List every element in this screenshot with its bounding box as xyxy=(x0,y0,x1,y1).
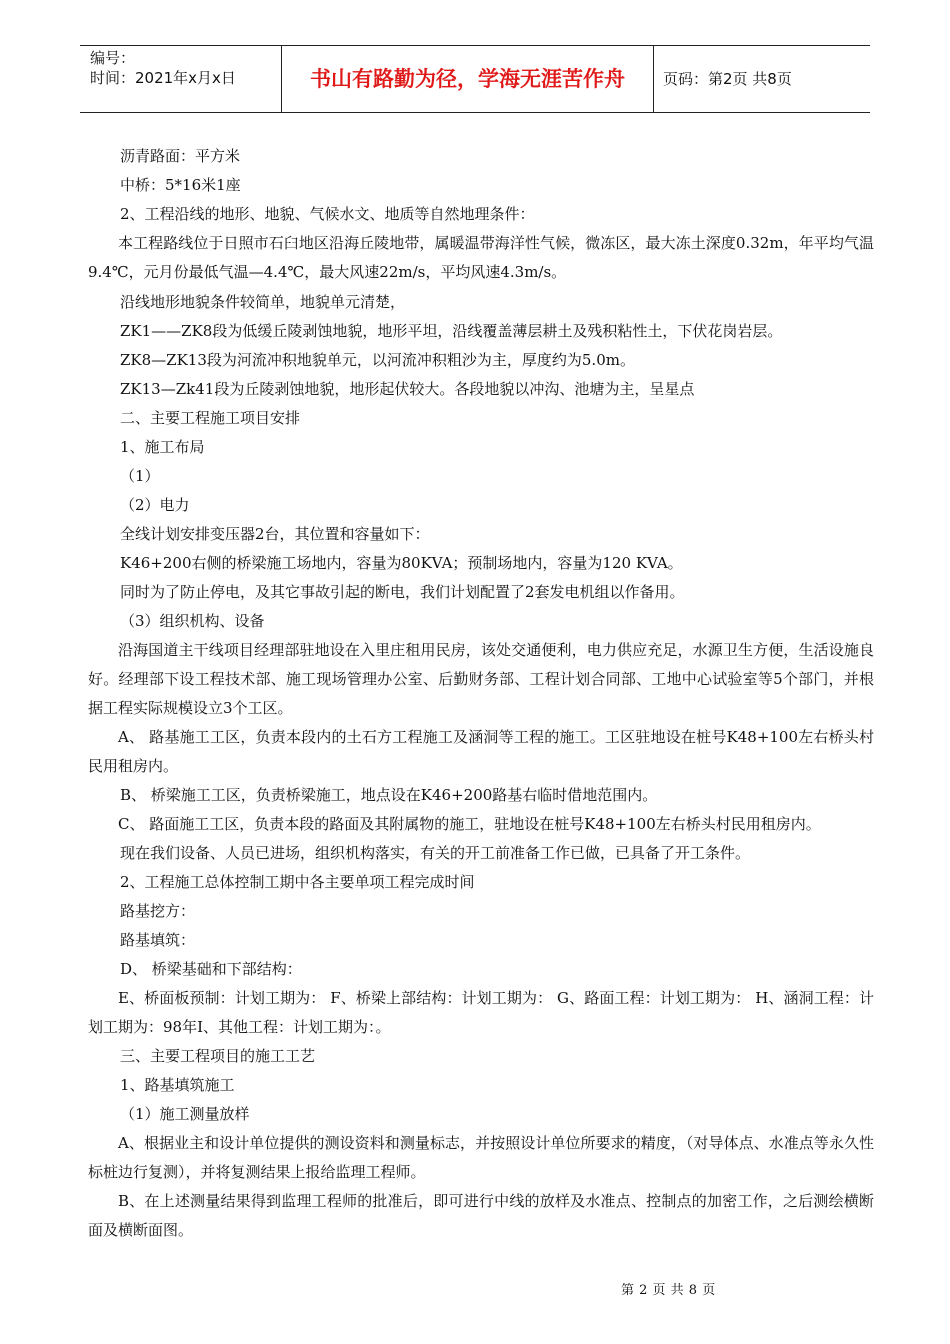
paragraph: ZK8—ZK13段为河流冲积地貌单元，以河流冲积粗沙为主，厚度约为5.0m。 xyxy=(120,351,635,369)
paragraph: 沥青路面：平方米 xyxy=(120,147,241,165)
paragraph: 路基填筑： xyxy=(120,931,196,949)
paragraph: 现在我们设备、人员已进场，组织机构落实，有关的开工前准备工作已做，已具备了开工条件。 xyxy=(120,844,751,862)
section-heading: 三、主要工程项目的施工工艺 xyxy=(120,1047,316,1065)
header-meta xyxy=(90,48,280,88)
paragraph: （3）组织机构、设备 xyxy=(120,612,265,630)
paragraph: 同时为了防止停电，及其它事故引起的断电，我们计划配置了2套发电机组以作备用。 xyxy=(120,583,685,601)
paragraph: B、 桥梁施工工区，负责桥梁施工，地点设在K46+200路基右临时借地范围内。 xyxy=(120,786,658,804)
page-footer: 第 2 页 共 8 页 xyxy=(621,1283,716,1298)
paragraph: B、在上述测量结果得到监理工程师的批准后，即可进行中线的放样及水准点、控制点的加密工作，之后测绘横断面及横断面图。 xyxy=(88,1192,874,1239)
subsection-heading: 1、施工布局 xyxy=(120,438,205,456)
paragraph: 全线计划安排变压器2台，其位置和容量如下： xyxy=(120,525,430,543)
header-divider xyxy=(653,46,654,112)
paragraph: ZK1——ZK8段为低缓丘陵剥蚀地貌，地形平坦，沿线覆盖薄层耕土及残积粘性土，下伏花岗岩层。 xyxy=(120,322,783,340)
paragraph: E、桥面板预制：计划工期为： F、桥梁上部结构：计划工期为： G、路面工程：计划工期为： H、涵洞工程：计划工期为：98年I、其他工程：计划工期为：。 xyxy=(88,989,874,1036)
paragraph: 路基挖方： xyxy=(120,902,196,920)
paragraph: C、 路面施工工区，负责本段的路面及其附属物的施工，驻地设在桩号K48+100左右桥头村民用租房内。 xyxy=(118,815,821,833)
paragraph: 中桥：5*16米1座 xyxy=(120,176,241,194)
paragraph: （1） xyxy=(120,467,160,485)
paragraph: 本工程路线位于日照市石臼地区沿海丘陵地带，属暖温带海洋性气候，微冻区，最大冻土深度0.32m，年平均气温9.4℃，元月份最低气温—4.4℃，最大风速22m/s，平均风速4.3m/s。 xyxy=(88,234,874,281)
subsection-heading: 1、路基填筑施工 xyxy=(120,1076,235,1094)
paragraph: A、根据业主和设计单位提供的测设资料和测量标志，并按照设计单位所要求的精度，（对导体点、水准点等永久性标桩边行复测），并将复测结果上报给监理工程师。 xyxy=(88,1134,874,1181)
document-body xyxy=(88,142,874,1245)
paragraph: 沿线地形地貌条件较简单，地貌单元清楚， xyxy=(120,293,406,311)
document-number-label: 编号： xyxy=(90,49,136,67)
paragraph: A、 路基施工工区，负责本段内的土石方工程施工及涵洞等工程的施工。工区驻地设在桩号K48+100左右桥头村民用租房内。 xyxy=(88,728,874,775)
document-date-label: 时间：2021年x月x日 xyxy=(90,69,236,87)
paragraph: K46+200右侧的桥梁施工场地内，容量为80KVA；预制场地内，容量为120 KVA。 xyxy=(120,554,683,572)
paragraph: 2、工程沿线的地形、地貌、气候水文、地质等自然地理条件： xyxy=(120,205,535,223)
page-header xyxy=(80,45,870,113)
paragraph: 沿海国道主干线项目经理部驻地设在入里庄租用民房，该处交通便利，电力供应充足，水源卫生方便，生活设施良好。经理部下设工程技术部、施工现场管理办公室、后勤财务部、工程计划合同部、工地中心试验室等5个部门，并根据工程实际规模设立3个工区。 xyxy=(88,641,874,717)
paragraph: （1）施工测量放样 xyxy=(120,1105,250,1123)
header-page-number: 页码：第2页 共8页 xyxy=(663,70,792,88)
header-motto: 书山有路勤为径，学海无涯苦作舟 xyxy=(310,67,625,91)
subsection-heading: 2、工程施工总体控制工期中各主要单项工程完成时间 xyxy=(120,873,475,891)
paragraph: （2）电力 xyxy=(120,496,190,514)
paragraph: D、 桥梁基础和下部结构： xyxy=(120,960,302,978)
paragraph: ZK13—Zk41段为丘陵剥蚀地貌，地形起伏较大。各段地貌以冲沟、池塘为主，呈星点 xyxy=(120,380,695,398)
section-heading: 二、主要工程施工项目安排 xyxy=(120,409,301,427)
